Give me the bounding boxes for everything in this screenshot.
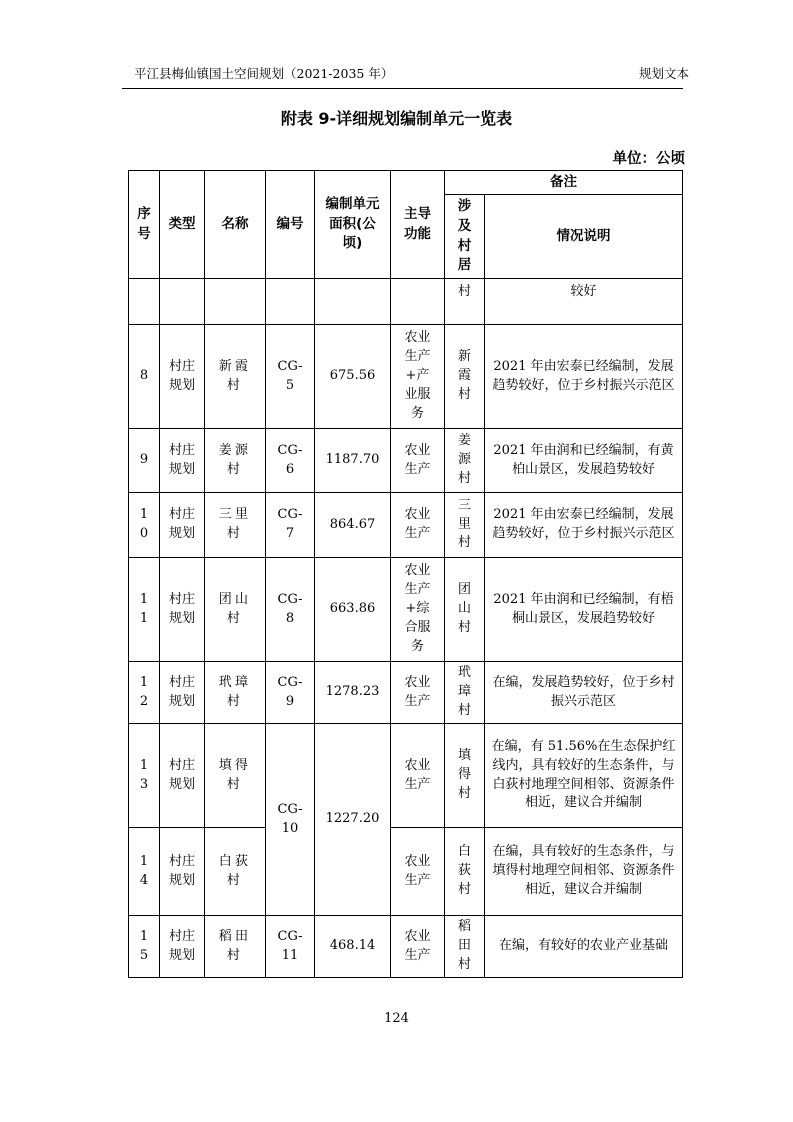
header-seq: 序号 <box>129 171 160 279</box>
row-code: CG-5 <box>266 325 315 429</box>
row-notes: 在编，有较好的农业产业基础 <box>485 916 683 978</box>
row-name: 稻田村 <box>205 916 266 978</box>
row-seq: 10 <box>129 493 160 558</box>
row-area: 468.14 <box>315 916 391 978</box>
row-area: 1227.20 <box>315 724 391 916</box>
header-name: 名称 <box>205 171 266 279</box>
row-area: 1187.70 <box>315 429 391 493</box>
row-code: CG-8 <box>266 558 315 662</box>
header-divider <box>122 88 683 89</box>
row-area: 1278.23 <box>315 662 391 724</box>
planning-units-table <box>128 170 683 978</box>
row-notes: 2021 年由宏泰已经编制，发展趋势较好，位于乡村振兴示范区 <box>485 493 683 558</box>
page-number: 124 <box>384 1011 409 1026</box>
row-name: 团山村 <box>205 558 266 662</box>
row-type: 村庄规划 <box>160 558 205 662</box>
row-village: 白荻村 <box>445 828 485 916</box>
header-notes: 情况说明 <box>485 195 683 279</box>
row-name: 新霞村 <box>205 325 266 429</box>
row-seq: 12 <box>129 662 160 724</box>
header-area: 编制单元面积(公顷) <box>315 171 391 279</box>
row-function: 农业生产 <box>391 493 445 558</box>
row-notes: 2021 年由润和已经编制，有黄柏山景区，发展趋势较好 <box>485 429 683 493</box>
row-name: 三里村 <box>205 493 266 558</box>
table-row <box>129 558 683 662</box>
cont-village: 村 <box>445 279 485 325</box>
row-area: 864.67 <box>315 493 391 558</box>
table-row <box>129 916 683 978</box>
row-function: 农业生产 <box>391 662 445 724</box>
row-village: 稻田村 <box>445 916 485 978</box>
row-code: CG-7 <box>266 493 315 558</box>
unit-label: 单位：公顷 <box>612 151 685 167</box>
row-function: 农业生产+综合服务 <box>391 558 445 662</box>
row-type: 村庄规划 <box>160 493 205 558</box>
row-seq: 8 <box>129 325 160 429</box>
header-row <box>129 171 683 195</box>
row-area: 663.86 <box>315 558 391 662</box>
row-name: 玳璋村 <box>205 662 266 724</box>
row-notes: 在编，有 51.56%在生态保护红线内，具有较好的生态条件，与白荻村地理空间相邻、资源条件相近，建议合并编制 <box>485 724 683 828</box>
row-area: 675.56 <box>315 325 391 429</box>
row-seq: 9 <box>129 429 160 493</box>
row-name: 填得村 <box>205 724 266 828</box>
row-village: 填得村 <box>445 724 485 828</box>
row-seq: 11 <box>129 558 160 662</box>
row-village: 玳璋村 <box>445 662 485 724</box>
row-function: 农业生产 <box>391 916 445 978</box>
header-document-title: 平江县梅仙镇国土空间规划（2021-2035 年） <box>134 66 394 81</box>
table-row <box>129 429 683 493</box>
table-row <box>129 724 683 828</box>
row-type: 村庄规划 <box>160 325 205 429</box>
table-row <box>129 325 683 429</box>
row-notes: 在编，具有较好的生态条件，与填得村地理空间相邻、资源条件相近，建议合并编制 <box>485 828 683 916</box>
table-row <box>129 662 683 724</box>
row-notes: 2021 年由宏泰已经编制，发展趋势较好，位于乡村振兴示范区 <box>485 325 683 429</box>
row-code: CG-10 <box>266 724 315 916</box>
row-village: 姜源村 <box>445 429 485 493</box>
table-row <box>129 493 683 558</box>
header-code: 编号 <box>266 171 315 279</box>
row-seq: 15 <box>129 916 160 978</box>
row-code: CG-9 <box>266 662 315 724</box>
row-type: 村庄规划 <box>160 429 205 493</box>
row-notes: 在编，发展趋势较好，位于乡村振兴示范区 <box>485 662 683 724</box>
row-seq: 14 <box>129 828 160 916</box>
row-type: 村庄规划 <box>160 916 205 978</box>
row-name: 姜源村 <box>205 429 266 493</box>
row-village: 团山村 <box>445 558 485 662</box>
row-type: 村庄规划 <box>160 724 205 828</box>
table-row <box>129 828 683 916</box>
row-seq: 13 <box>129 724 160 828</box>
row-function: 农业生产 <box>391 724 445 828</box>
row-notes: 2021 年由润和已经编制，有梧桐山景区，发展趋势较好 <box>485 558 683 662</box>
row-function: 农业生产 <box>391 828 445 916</box>
row-village: 新霞村 <box>445 325 485 429</box>
header-document-type: 规划文本 <box>638 66 689 81</box>
table-title: 附表 9-详细规划编制单元一览表 <box>280 109 513 128</box>
cont-notes: 较好 <box>485 279 683 325</box>
header-function: 主导功能 <box>391 171 445 279</box>
row-code: CG-11 <box>266 916 315 978</box>
row-village: 三里村 <box>445 493 485 558</box>
row-type: 村庄规划 <box>160 828 205 916</box>
header-remarks: 备注 <box>445 171 683 195</box>
header-type: 类型 <box>160 171 205 279</box>
row-code: CG-6 <box>266 429 315 493</box>
continuation-row <box>129 279 683 325</box>
row-function: 农业生产+产业服务 <box>391 325 445 429</box>
row-type: 村庄规划 <box>160 662 205 724</box>
row-name: 白荻村 <box>205 828 266 916</box>
row-function: 农业生产 <box>391 429 445 493</box>
header-village: 涉及村居 <box>445 195 485 279</box>
